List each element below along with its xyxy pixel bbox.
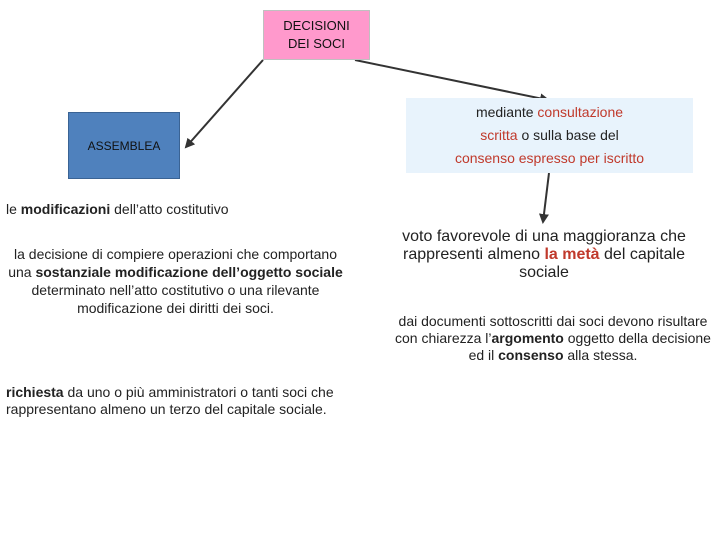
arrow-to-consultazione <box>355 60 548 100</box>
assemblea-box <box>68 112 180 179</box>
arrow-to-assemblea <box>186 60 263 147</box>
documenti-paragraph <box>388 313 718 364</box>
p1-bold: sostanziale modificazione dell’oggetto sociale <box>35 264 343 280</box>
p2-text: da uno o più amministratori o tanti soci che rappresentano almeno un terzo del capitale sociale. <box>6 384 334 417</box>
decisioni-soci-box <box>263 10 370 60</box>
heading-post: dell’atto costitutivo <box>110 201 229 217</box>
assemblea-label: ASSEMBLEA <box>87 138 161 153</box>
voto-text-c: del capitale sociale <box>519 246 685 281</box>
consult-text-2: o sulla base del <box>517 127 619 143</box>
heading-pre: le <box>6 201 21 217</box>
doc-text-a: dai documenti sottoscritti dai soci devono risultare con chiarezza l’ <box>395 313 708 346</box>
doc-text-e: alla stessa. <box>563 347 638 363</box>
heading-bold: modificazioni <box>20 201 111 217</box>
consult-highlight-3: consenso espresso per iscritto <box>454 150 645 166</box>
title-line-1: DECISIONI <box>283 18 350 33</box>
richiesta-paragraph <box>6 384 371 418</box>
doc-bold-consenso: consenso <box>498 347 564 363</box>
consult-text-1: mediante <box>475 104 538 120</box>
voto-paragraph <box>390 228 698 282</box>
operazioni-paragraph <box>8 245 343 317</box>
p1-text-c: determinato nell’atto costitutivo o una rilevante modificazione dei diritti dei soci. <box>31 282 320 316</box>
modificazioni-heading <box>6 201 306 218</box>
consultazione-box <box>406 98 693 173</box>
voto-text-a: voto favorevole di una maggioranza che rappresenti almeno <box>402 228 686 263</box>
title-line-2: DEI SOCI <box>287 36 346 51</box>
consult-highlight-2: scritta <box>480 127 518 143</box>
p2-bold: richiesta <box>6 384 64 400</box>
doc-text-c: oggetto della decisione ed il <box>468 330 711 363</box>
doc-bold-argomento: argomento <box>491 330 564 346</box>
consult-highlight-1: consultazione <box>537 104 624 120</box>
p1-text-a: la decisione di compiere operazioni che comportano una <box>8 246 337 280</box>
voto-highlight: la metà <box>544 246 600 263</box>
arrow-to-voto <box>543 173 549 222</box>
